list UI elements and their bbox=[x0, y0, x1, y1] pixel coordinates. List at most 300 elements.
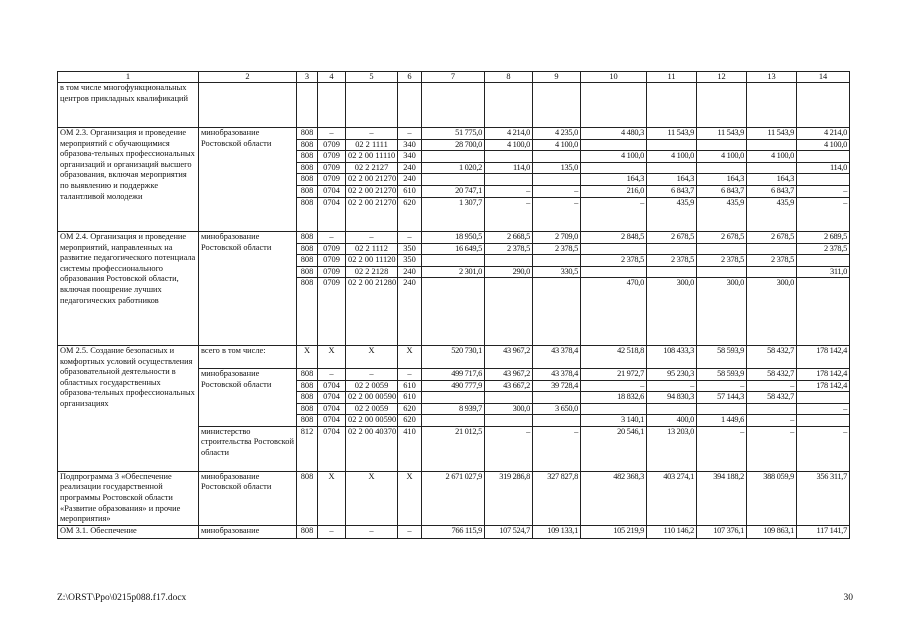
amount-cell bbox=[697, 162, 747, 174]
target-article-cell: 02 2 0059 bbox=[346, 403, 398, 415]
target-article-cell: 02 2 0059 bbox=[346, 380, 398, 392]
target-article-cell: – bbox=[346, 525, 398, 538]
target-article-cell: – bbox=[346, 128, 398, 140]
expense-type-cell: 240 bbox=[398, 174, 422, 186]
amount-cell: – bbox=[747, 380, 797, 392]
amount-cell: 356 311,7 bbox=[797, 471, 850, 525]
amount-cell bbox=[533, 392, 581, 404]
empty-cell bbox=[297, 83, 318, 128]
amount-cell: 18 832,6 bbox=[581, 392, 647, 404]
column-header: 8 bbox=[485, 72, 533, 83]
section-code-cell: – bbox=[318, 128, 346, 140]
target-article-cell: 02 2 00 40370 bbox=[346, 426, 398, 471]
empty-cell bbox=[797, 83, 850, 128]
empty-cell bbox=[747, 83, 797, 128]
measure-name-cell: ОМ 2.5. Создание безопасных и комфортных условий осуществления образовательной деятельности в областных государственных образова-тельных профессиональных организациях bbox=[58, 345, 199, 471]
amount-cell: 300,0 bbox=[647, 278, 697, 346]
amount-cell bbox=[485, 278, 533, 346]
amount-cell bbox=[581, 403, 647, 415]
amount-cell: 499 717,6 bbox=[422, 368, 485, 380]
expense-type-cell: 240 bbox=[398, 162, 422, 174]
empty-cell bbox=[398, 83, 422, 128]
amount-cell: 2 378,5 bbox=[647, 255, 697, 267]
target-article-cell: – bbox=[346, 368, 398, 380]
amount-cell: 4 214,0 bbox=[797, 128, 850, 140]
amount-cell: 4 235,0 bbox=[533, 128, 581, 140]
target-article-cell: 02 2 00 21270 bbox=[346, 197, 398, 231]
amount-cell bbox=[747, 403, 797, 415]
gr-code-cell: 808 bbox=[297, 128, 318, 140]
amount-cell: – bbox=[797, 197, 850, 231]
target-article-cell: 02 2 2128 bbox=[346, 266, 398, 278]
amount-cell bbox=[422, 255, 485, 267]
expense-type-cell: 410 bbox=[398, 426, 422, 471]
amount-cell: 4 100,0 bbox=[581, 151, 647, 163]
amount-cell: 300,0 bbox=[697, 278, 747, 346]
measure-name-cell: ОМ 3.1. Обеспечение bbox=[58, 525, 199, 538]
amount-cell: 470,0 bbox=[581, 278, 647, 346]
empty-cell bbox=[422, 83, 485, 128]
expense-type-cell: Х bbox=[398, 471, 422, 525]
amount-cell bbox=[747, 266, 797, 278]
amount-cell bbox=[422, 392, 485, 404]
amount-cell: 2 668,5 bbox=[485, 231, 533, 243]
amount-cell: 8 939,7 bbox=[422, 403, 485, 415]
gr-code-cell: 808 bbox=[297, 392, 318, 404]
code-cell: Х bbox=[318, 345, 346, 368]
gr-code-cell: 808 bbox=[297, 231, 318, 243]
target-article-cell: 02 2 2127 bbox=[346, 162, 398, 174]
amount-cell bbox=[422, 151, 485, 163]
amount-cell: 4 100,0 bbox=[797, 139, 850, 151]
amount-cell: 388 059,9 bbox=[747, 471, 797, 525]
amount-cell: 28 700,0 bbox=[422, 139, 485, 151]
empty-cell bbox=[485, 83, 533, 128]
amount-cell: 43 378,4 bbox=[533, 368, 581, 380]
empty-cell bbox=[581, 83, 647, 128]
amount-cell: 2 378,5 bbox=[697, 255, 747, 267]
amount-cell: 290,0 bbox=[485, 266, 533, 278]
executor-cell: минобразование Ростовской области bbox=[199, 368, 297, 426]
amount-cell bbox=[533, 278, 581, 346]
amount-cell: – bbox=[747, 426, 797, 471]
amount-cell: 58 593,9 bbox=[697, 345, 747, 368]
gr-code-cell: 808 bbox=[297, 197, 318, 231]
amount-cell: – bbox=[697, 380, 747, 392]
amount-cell: – bbox=[485, 426, 533, 471]
amount-cell: – bbox=[797, 185, 850, 197]
executor-cell: минобразование Ростовской области bbox=[199, 471, 297, 525]
section-code-cell: 0704 bbox=[318, 403, 346, 415]
amount-cell: 164,3 bbox=[697, 174, 747, 186]
amount-cell: – bbox=[485, 185, 533, 197]
amount-cell: 42 518,8 bbox=[581, 345, 647, 368]
amount-cell: 43 967,2 bbox=[485, 345, 533, 368]
amount-cell: 107 376,1 bbox=[697, 525, 747, 538]
amount-cell: 216,0 bbox=[581, 185, 647, 197]
amount-cell: 21 012,5 bbox=[422, 426, 485, 471]
amount-cell: – bbox=[647, 380, 697, 392]
amount-cell: 58 593,9 bbox=[697, 368, 747, 380]
amount-cell: – bbox=[581, 197, 647, 231]
amount-cell: 482 368,3 bbox=[581, 471, 647, 525]
table-row bbox=[58, 128, 850, 140]
amount-cell: 400,0 bbox=[647, 415, 697, 427]
expense-type-cell: 620 bbox=[398, 403, 422, 415]
amount-cell: 4 214,0 bbox=[485, 128, 533, 140]
target-article-cell: Х bbox=[346, 471, 398, 525]
amount-cell: 51 775,0 bbox=[422, 128, 485, 140]
gr-code-cell: 812 bbox=[297, 426, 318, 471]
amount-cell bbox=[797, 151, 850, 163]
expense-type-cell: 350 bbox=[398, 255, 422, 267]
target-article-cell: 02 2 00 11110 bbox=[346, 151, 398, 163]
amount-cell: 2 678,5 bbox=[747, 231, 797, 243]
amount-cell: 327 827,8 bbox=[533, 471, 581, 525]
table-row bbox=[58, 83, 850, 128]
amount-cell: 18 950,5 bbox=[422, 231, 485, 243]
measure-name-cell: ОМ 2.3. Организация и проведение мероприятий с обучающимися образова-тельных профессиональных организаций и организаций высшего образования, включая мероприятия по выявлению и поддержке талантливой молодежи bbox=[58, 128, 199, 232]
section-code-cell: 0709 bbox=[318, 266, 346, 278]
section-code-cell: 0709 bbox=[318, 139, 346, 151]
gr-code-cell: 808 bbox=[297, 278, 318, 346]
section-code-cell: 0704 bbox=[318, 185, 346, 197]
amount-cell: 435,9 bbox=[697, 197, 747, 231]
amount-cell: 1 449,6 bbox=[697, 415, 747, 427]
amount-cell: 4 100,0 bbox=[697, 151, 747, 163]
amount-cell: 164,3 bbox=[581, 174, 647, 186]
section-code-cell: – bbox=[318, 525, 346, 538]
amount-cell: 164,3 bbox=[747, 174, 797, 186]
expense-type-cell: 610 bbox=[398, 185, 422, 197]
amount-cell bbox=[485, 151, 533, 163]
gr-code-cell: 808 bbox=[297, 415, 318, 427]
amount-cell: 13 203,0 bbox=[647, 426, 697, 471]
column-header: 2 bbox=[199, 72, 297, 83]
expense-type-cell: 350 bbox=[398, 243, 422, 255]
budget-table bbox=[57, 71, 850, 539]
section-code-cell: Х bbox=[318, 471, 346, 525]
amount-cell bbox=[485, 415, 533, 427]
amount-cell: – bbox=[797, 403, 850, 415]
amount-cell: 11 543,9 bbox=[747, 128, 797, 140]
amount-cell: 766 115,9 bbox=[422, 525, 485, 538]
measure-name-cell: Подпрограмма 3 «Обеспечение реализации государственной программы Ростовской области «Развитие образования» и прочие мероприятия» bbox=[58, 471, 199, 525]
amount-cell: 4 100,0 bbox=[647, 151, 697, 163]
amount-cell: 58 432,7 bbox=[747, 345, 797, 368]
amount-cell: 43 967,2 bbox=[485, 368, 533, 380]
amount-cell bbox=[697, 139, 747, 151]
amount-cell: 114,0 bbox=[797, 162, 850, 174]
section-code-cell: – bbox=[318, 231, 346, 243]
amount-cell bbox=[797, 415, 850, 427]
amount-cell: 4 100,0 bbox=[485, 139, 533, 151]
amount-cell: 300,0 bbox=[747, 278, 797, 346]
amount-cell bbox=[697, 403, 747, 415]
amount-cell: 2 301,0 bbox=[422, 266, 485, 278]
amount-cell bbox=[647, 162, 697, 174]
amount-cell: 109 863,1 bbox=[747, 525, 797, 538]
empty-cell bbox=[697, 83, 747, 128]
amount-cell: 6 843,7 bbox=[697, 185, 747, 197]
gr-code-cell: 808 bbox=[297, 380, 318, 392]
target-article-cell: 02 2 1111 bbox=[346, 139, 398, 151]
amount-cell: 6 843,7 bbox=[647, 185, 697, 197]
amount-cell: 109 133,1 bbox=[533, 525, 581, 538]
amount-cell: 2 848,5 bbox=[581, 231, 647, 243]
executor-cell: министерство строительства Ростовской области bbox=[199, 426, 297, 471]
amount-cell bbox=[533, 255, 581, 267]
amount-cell bbox=[647, 266, 697, 278]
amount-cell: – bbox=[533, 197, 581, 231]
expense-type-cell: 610 bbox=[398, 380, 422, 392]
amount-cell: 178 142,4 bbox=[797, 368, 850, 380]
amount-cell: 164,3 bbox=[647, 174, 697, 186]
column-header: 7 bbox=[422, 72, 485, 83]
expense-type-cell: – bbox=[398, 525, 422, 538]
expense-type-cell: 240 bbox=[398, 266, 422, 278]
gr-code-cell: 808 bbox=[297, 403, 318, 415]
executor-cell: минобразование Ростовской области bbox=[199, 128, 297, 232]
amount-cell: 11 543,9 bbox=[647, 128, 697, 140]
amount-cell: – bbox=[697, 426, 747, 471]
section-code-cell: 0709 bbox=[318, 174, 346, 186]
amount-cell bbox=[697, 243, 747, 255]
amount-cell: 94 830,3 bbox=[647, 392, 697, 404]
amount-cell: 330,5 bbox=[533, 266, 581, 278]
executor-cell: всего в том числе: bbox=[199, 345, 297, 368]
column-header: 6 bbox=[398, 72, 422, 83]
amount-cell bbox=[533, 174, 581, 186]
gr-code-cell: 808 bbox=[297, 243, 318, 255]
section-code-cell: 0704 bbox=[318, 392, 346, 404]
table-row bbox=[58, 345, 850, 368]
amount-cell: 520 730,1 bbox=[422, 345, 485, 368]
amount-cell: – bbox=[485, 197, 533, 231]
amount-cell: 16 649,5 bbox=[422, 243, 485, 255]
amount-cell bbox=[422, 415, 485, 427]
amount-cell: 311,0 bbox=[797, 266, 850, 278]
table-row bbox=[58, 231, 850, 243]
section-code-cell: 0709 bbox=[318, 243, 346, 255]
section-code-cell: 0704 bbox=[318, 426, 346, 471]
target-article-cell: – bbox=[346, 231, 398, 243]
amount-cell: 1 020,2 bbox=[422, 162, 485, 174]
amount-cell: 6 843,7 bbox=[747, 185, 797, 197]
gr-code-cell: 808 bbox=[297, 151, 318, 163]
measure-name-cell: в том числе многофункциональных центров прикладных квалификаций bbox=[58, 83, 199, 128]
table-row bbox=[58, 525, 850, 538]
amount-cell: 2 689,5 bbox=[797, 231, 850, 243]
target-article-cell: 02 2 00 11120 bbox=[346, 255, 398, 267]
expense-type-cell: 240 bbox=[398, 278, 422, 346]
amount-cell bbox=[797, 392, 850, 404]
amount-cell bbox=[581, 139, 647, 151]
gr-code-cell: 808 bbox=[297, 266, 318, 278]
amount-cell: 107 524,7 bbox=[485, 525, 533, 538]
expense-type-cell: – bbox=[398, 368, 422, 380]
expense-type-cell: 610 bbox=[398, 392, 422, 404]
section-code-cell: – bbox=[318, 368, 346, 380]
section-code-cell: 0704 bbox=[318, 380, 346, 392]
code-cell: Х bbox=[398, 345, 422, 368]
amount-cell: 2 378,5 bbox=[581, 255, 647, 267]
amount-cell: – bbox=[747, 415, 797, 427]
column-header: 11 bbox=[647, 72, 697, 83]
amount-cell: 178 142,4 bbox=[797, 380, 850, 392]
expense-type-cell: 340 bbox=[398, 151, 422, 163]
amount-cell: – bbox=[533, 185, 581, 197]
amount-cell: 58 432,7 bbox=[747, 392, 797, 404]
target-article-cell: 02 2 00 00590 bbox=[346, 415, 398, 427]
amount-cell bbox=[647, 139, 697, 151]
amount-cell: 1 307,7 bbox=[422, 197, 485, 231]
measure-name-cell: ОМ 2.4. Организация и проведение мероприятий, направленных на развитие педагогического потенциала системы профессионального образования Ростовской области, включая поощрение лучших педагогических работников bbox=[58, 231, 199, 345]
amount-cell bbox=[797, 255, 850, 267]
executor-cell bbox=[199, 83, 297, 128]
target-article-cell: 02 2 00 21270 bbox=[346, 185, 398, 197]
gr-code-cell: 808 bbox=[297, 139, 318, 151]
table-row bbox=[58, 471, 850, 525]
amount-cell: 300,0 bbox=[485, 403, 533, 415]
amount-cell: 2 378,5 bbox=[747, 255, 797, 267]
amount-cell: 20 546,1 bbox=[581, 426, 647, 471]
amount-cell bbox=[647, 243, 697, 255]
amount-cell: 2 709,0 bbox=[533, 231, 581, 243]
amount-cell: 57 144,3 bbox=[697, 392, 747, 404]
amount-cell: 21 972,7 bbox=[581, 368, 647, 380]
target-article-cell: 02 2 00 21280 bbox=[346, 278, 398, 346]
amount-cell: 3 140,1 bbox=[581, 415, 647, 427]
gr-code-cell: 808 bbox=[297, 471, 318, 525]
expense-type-cell: – bbox=[398, 128, 422, 140]
amount-cell bbox=[747, 162, 797, 174]
executor-cell: минобразование Ростовской области bbox=[199, 231, 297, 345]
section-code-cell: 0709 bbox=[318, 278, 346, 346]
amount-cell: 110 146,2 bbox=[647, 525, 697, 538]
table-body bbox=[58, 72, 850, 539]
amount-cell: 43 378,4 bbox=[533, 345, 581, 368]
amount-cell: 11 543,9 bbox=[697, 128, 747, 140]
expense-type-cell: – bbox=[398, 231, 422, 243]
amount-cell: 403 274,1 bbox=[647, 471, 697, 525]
amount-cell: 2 678,5 bbox=[697, 231, 747, 243]
section-code-cell: 0709 bbox=[318, 255, 346, 267]
section-code-cell: 0704 bbox=[318, 415, 346, 427]
target-article-cell: 02 2 00 00590 bbox=[346, 392, 398, 404]
column-header: 14 bbox=[797, 72, 850, 83]
gr-code-cell: 808 bbox=[297, 162, 318, 174]
empty-cell bbox=[533, 83, 581, 128]
column-number-row bbox=[58, 72, 850, 83]
gr-code-cell: 808 bbox=[297, 185, 318, 197]
code-cell: Х bbox=[346, 345, 398, 368]
column-header: 4 bbox=[318, 72, 346, 83]
column-header: 5 bbox=[346, 72, 398, 83]
code-cell: Х bbox=[297, 345, 318, 368]
file-path: Z:\ORST\Ppo\0215p088.f17.docx bbox=[57, 593, 187, 603]
column-header: 9 bbox=[533, 72, 581, 83]
amount-cell: 2 378,5 bbox=[533, 243, 581, 255]
column-header: 13 bbox=[747, 72, 797, 83]
expense-type-cell: 620 bbox=[398, 197, 422, 231]
amount-cell bbox=[581, 243, 647, 255]
amount-cell: 2 671 027,9 bbox=[422, 471, 485, 525]
gr-code-cell: 808 bbox=[297, 174, 318, 186]
amount-cell: 435,9 bbox=[647, 197, 697, 231]
section-code-cell: 0704 bbox=[318, 197, 346, 231]
amount-cell: 58 432,7 bbox=[747, 368, 797, 380]
amount-cell bbox=[485, 255, 533, 267]
amount-cell: – bbox=[797, 426, 850, 471]
amount-cell: 394 188,2 bbox=[697, 471, 747, 525]
page-number: 30 bbox=[843, 593, 853, 603]
amount-cell bbox=[647, 403, 697, 415]
amount-cell bbox=[697, 266, 747, 278]
target-article-cell: 02 2 1112 bbox=[346, 243, 398, 255]
amount-cell: 435,9 bbox=[747, 197, 797, 231]
target-article-cell: 02 2 00 21270 bbox=[346, 174, 398, 186]
amount-cell bbox=[422, 174, 485, 186]
amount-cell: 105 219,9 bbox=[581, 525, 647, 538]
gr-code-cell: 808 bbox=[297, 525, 318, 538]
column-header: 12 bbox=[697, 72, 747, 83]
amount-cell: 490 777,9 bbox=[422, 380, 485, 392]
expense-type-cell: 620 bbox=[398, 415, 422, 427]
gr-code-cell: 808 bbox=[297, 368, 318, 380]
amount-cell: 43 667,2 bbox=[485, 380, 533, 392]
amount-cell bbox=[533, 415, 581, 427]
empty-cell bbox=[318, 83, 346, 128]
empty-cell bbox=[647, 83, 697, 128]
amount-cell: 114,0 bbox=[485, 162, 533, 174]
section-code-cell: 0709 bbox=[318, 151, 346, 163]
amount-cell: – bbox=[533, 426, 581, 471]
amount-cell: 108 433,3 bbox=[647, 345, 697, 368]
amount-cell: 4 100,0 bbox=[747, 151, 797, 163]
amount-cell bbox=[422, 278, 485, 346]
amount-cell bbox=[485, 392, 533, 404]
amount-cell bbox=[533, 151, 581, 163]
amount-cell: 319 286,8 bbox=[485, 471, 533, 525]
amount-cell: 20 747,1 bbox=[422, 185, 485, 197]
amount-cell: 135,0 bbox=[533, 162, 581, 174]
column-header: 3 bbox=[297, 72, 318, 83]
amount-cell: 95 230,3 bbox=[647, 368, 697, 380]
amount-cell: 2 378,5 bbox=[485, 243, 533, 255]
amount-cell: 39 728,4 bbox=[533, 380, 581, 392]
column-header: 10 bbox=[581, 72, 647, 83]
amount-cell bbox=[747, 243, 797, 255]
amount-cell bbox=[485, 174, 533, 186]
amount-cell: 2 378,5 bbox=[797, 243, 850, 255]
column-header: 1 bbox=[58, 72, 199, 83]
amount-cell: – bbox=[581, 380, 647, 392]
amount-cell: 178 142,4 bbox=[797, 345, 850, 368]
amount-cell bbox=[747, 139, 797, 151]
executor-cell: минобразование bbox=[199, 525, 297, 538]
amount-cell bbox=[581, 266, 647, 278]
amount-cell: 2 678,5 bbox=[647, 231, 697, 243]
empty-cell bbox=[346, 83, 398, 128]
amount-cell: 4 100,0 bbox=[533, 139, 581, 151]
gr-code-cell: 808 bbox=[297, 255, 318, 267]
section-code-cell: 0709 bbox=[318, 162, 346, 174]
expense-type-cell: 340 bbox=[398, 139, 422, 151]
amount-cell bbox=[797, 174, 850, 186]
amount-cell: 3 650,0 bbox=[533, 403, 581, 415]
amount-cell bbox=[581, 162, 647, 174]
